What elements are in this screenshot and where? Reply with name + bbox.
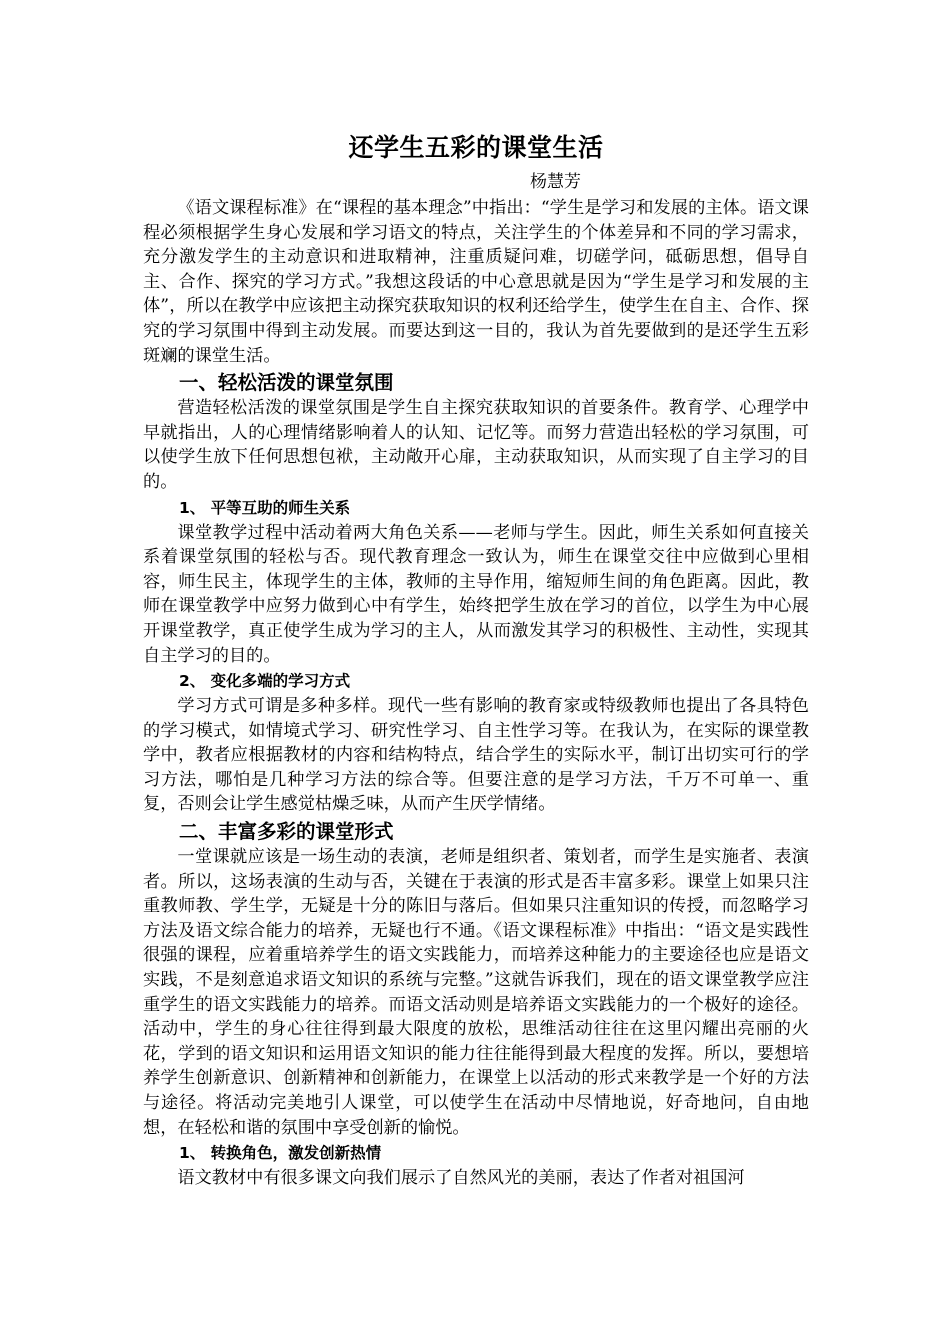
intro-paragraph: 《语文课程标准》在“课程的基本理念”中指出：“学生是学习和发展的主体。语文课程必须根据学生身心发展和学习语文的特点，关注学生的个体差异和不同的学习需求，充分激发学生的主动意识和进取精神，注重质疑问难，切磋学问，砥砺思想，倡导自主、合作、探究的学习方式。”我想这段话的中心意思就是因为“学生是学习和发展的主体”，所以在教学中应该把主动探究获取知识的权利还给学生，使学生在自主、合作、探究的学习氛围中得到主动发展。而要达到这一目的，我认为首先要做到的是还学生五彩斑斓的课堂生活。	[143, 198, 809, 366]
section-2-1-paragraph: 语文教材中有很多课文向我们展示了自然风光的美丽，表达了作者对祖国河	[177, 1168, 745, 1189]
section-1-2-paragraph: 学习方式可谓是多种多样。现代一些有影响的教育家或特级教师也提出了各具特色的学习模式，如情境式学习、研究性学习、自主性学习等。在我认为，在实际的课堂教学中，教者应根据教材的内容和结构特点，结合学生的实际水平，制订出切实可行的学习方法，哪怕是几种学习方法的综合等。但要注意的是学习方法，千万不可单一、重复，否则会让学生感觉枯燥乏味，从而产生厌学情绪。	[143, 696, 809, 815]
section-2-1-heading: 1、 转换角色，激发创新热情	[179, 1144, 382, 1163]
section-2-heading: 二、丰富多彩的课堂形式	[179, 820, 394, 844]
section-1-1-paragraph: 课堂教学过程中活动着两大角色关系——老师与学生。因此，师生关系如何直接关系着课堂氛围的轻松与否。现代教育理念一致认为，师生在课堂交往中应做到心里相容，师生民主，体现学生的主体，教师的主导作用，缩短师生间的角色距离。因此，教师在课堂教学中应努力做到心中有学生，始终把学生放在学习的首位，以学生为中心展开课堂教学，真正使学生成为学习的主人，从而激发其学习的积极性、主动性，实现其自主学习的目的。	[143, 522, 809, 666]
document-title: 还学生五彩的课堂生活	[348, 133, 604, 162]
section-2-paragraph: 一堂课就应该是一场生动的表演，老师是组织者、策划者，而学生是实施者、表演者。所以，这场表演的生动与否，关键在于表演的形式是否丰富多彩。课堂上如果只注重教师教、学生学，无疑是十分的陈旧与落后。但如果只注重知识的传授，而忽略学习方法及语文综合能力的培养，无疑也行不通。《语文课程标准》中指出：“语文是实践性很强的课程，应着重培养学生的语文实践能力，而培养这种能力的主要途径也应是语文实践，不是刻意追求语文知识的系统与完整。”这就告诉我们，现在的语文课堂教学应注重学生的语文实践能力的培养。而语文活动则是培养语文实践能力的一个极好的途径。活动中，学生的身心往往得到最大限度的放松，思维活动往往在这里闪耀出亮丽的火花，学到的语文知识和运用语文知识的能力往往能得到最大程度的发挥。所以，要想培养学生创新意识、创新精神和创新能力，在课堂上以活动的形式来教学是一个好的方法与途径。将活动完美地引人课堂，可以使学生在活动中尽情地说，好奇地问，自由地想，在轻松和谐的氛围中享受创新的愉悦。	[143, 847, 809, 1138]
section-1-paragraph: 营造轻松活泼的课堂氛围是学生自主探究获取知识的首要条件。教育学、心理学中早就指出，人的心理情绪影响着人的认知、记忆等。而努力营造出轻松的学习氛围，可以使学生放下任何思想包袱，主动敞开心扉，主动获取知识，从而实现了自主学习的目的。	[143, 398, 809, 492]
section-1-1-heading: 1、 平等互助的师生关系	[179, 498, 351, 517]
section-1-2-heading: 2、 变化多端的学习方式	[179, 672, 351, 691]
document-author: 杨慧芳	[530, 172, 581, 192]
section-1-heading: 一、轻松活泼的课堂氛围	[179, 371, 394, 395]
document-page	[143, 128, 809, 1191]
